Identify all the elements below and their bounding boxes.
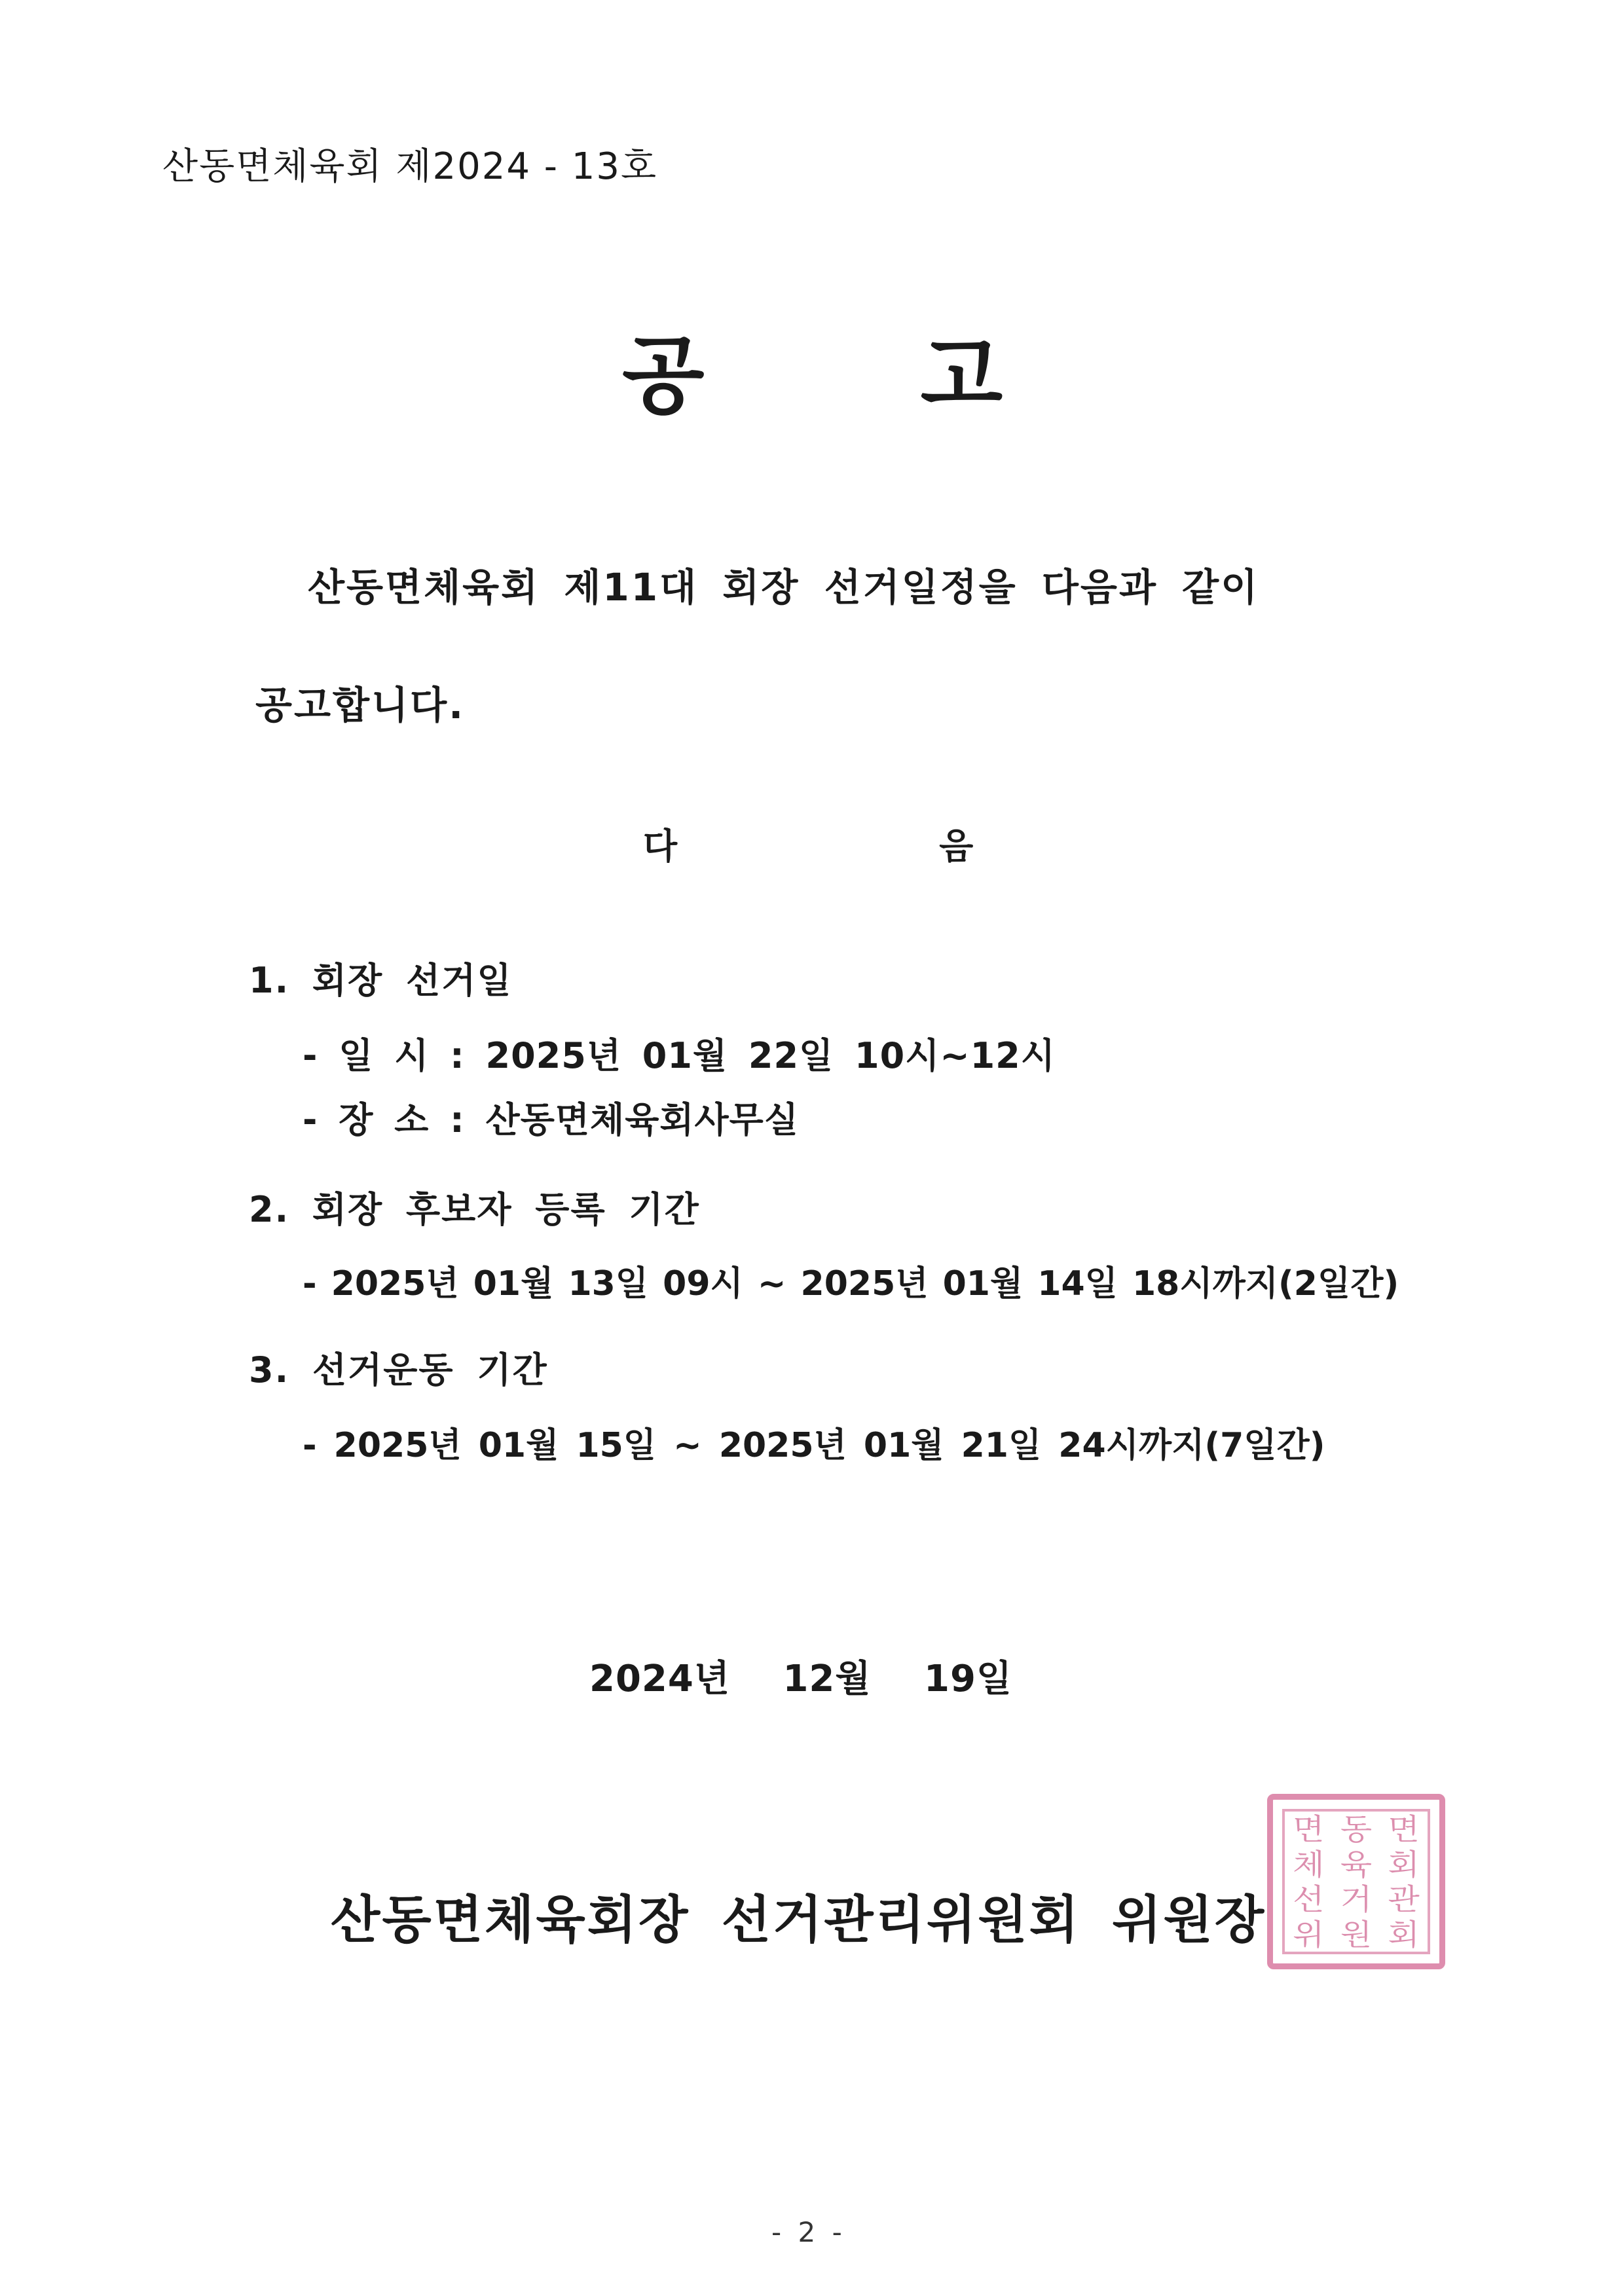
- seal-glyph: 면: [1293, 1812, 1325, 1846]
- seal-glyph: 선: [1293, 1882, 1325, 1916]
- seal-grid: [1282, 1809, 1430, 1954]
- document-number: 산동면체육회 제2024 - 13호: [162, 145, 658, 188]
- seal-glyph: 위: [1293, 1917, 1325, 1952]
- signer-title: 산동면체육회장 선거관리위원회 위원장: [331, 1891, 1266, 1950]
- section-registration-title: 2. 회장 후보자 등록 기간: [249, 1189, 700, 1230]
- official-seal: [1267, 1794, 1445, 1969]
- seal-glyph: 동: [1340, 1812, 1373, 1846]
- seal-glyph: 회: [1388, 1847, 1420, 1882]
- notice-title: 공고: [622, 326, 1219, 426]
- section-election-date-time: - 일 시 : 2025년 01월 22일 10시~12시: [303, 1035, 1056, 1076]
- section-campaign-title: 3. 선거운동 기간: [249, 1349, 548, 1391]
- seal-glyph: 관: [1388, 1882, 1420, 1916]
- section-registration-period: - 2025년 01월 13일 09시 ~ 2025년 01월 14일 18시까지(2일간): [303, 1264, 1399, 1303]
- seal-glyph: 회: [1388, 1917, 1420, 1952]
- next-heading: 다음: [643, 826, 1236, 867]
- seal-glyph: 원: [1340, 1917, 1373, 1952]
- section-campaign-period: - 2025년 01월 15일 ~ 2025년 01월 21일 24시까지(7일간): [303, 1426, 1325, 1465]
- section-election-date-place: - 장 소 : 산동면체육회사무실: [303, 1099, 800, 1140]
- intro-text-line-2: 공고합니다.: [255, 683, 466, 727]
- page-number: - 2 -: [771, 2216, 846, 2248]
- seal-glyph: 체: [1293, 1847, 1325, 1882]
- section-election-date-title: 1. 회장 선거일: [249, 960, 513, 1001]
- seal-glyph: 거: [1340, 1882, 1373, 1916]
- seal-glyph: 면: [1388, 1812, 1420, 1846]
- issue-date: 2024년 12월 19일: [589, 1658, 1012, 1700]
- seal-glyph: 육: [1340, 1847, 1373, 1882]
- intro-text-line-1: 산동면체육회 제11대 회장 선거일정을 다음과 같이: [308, 565, 1260, 610]
